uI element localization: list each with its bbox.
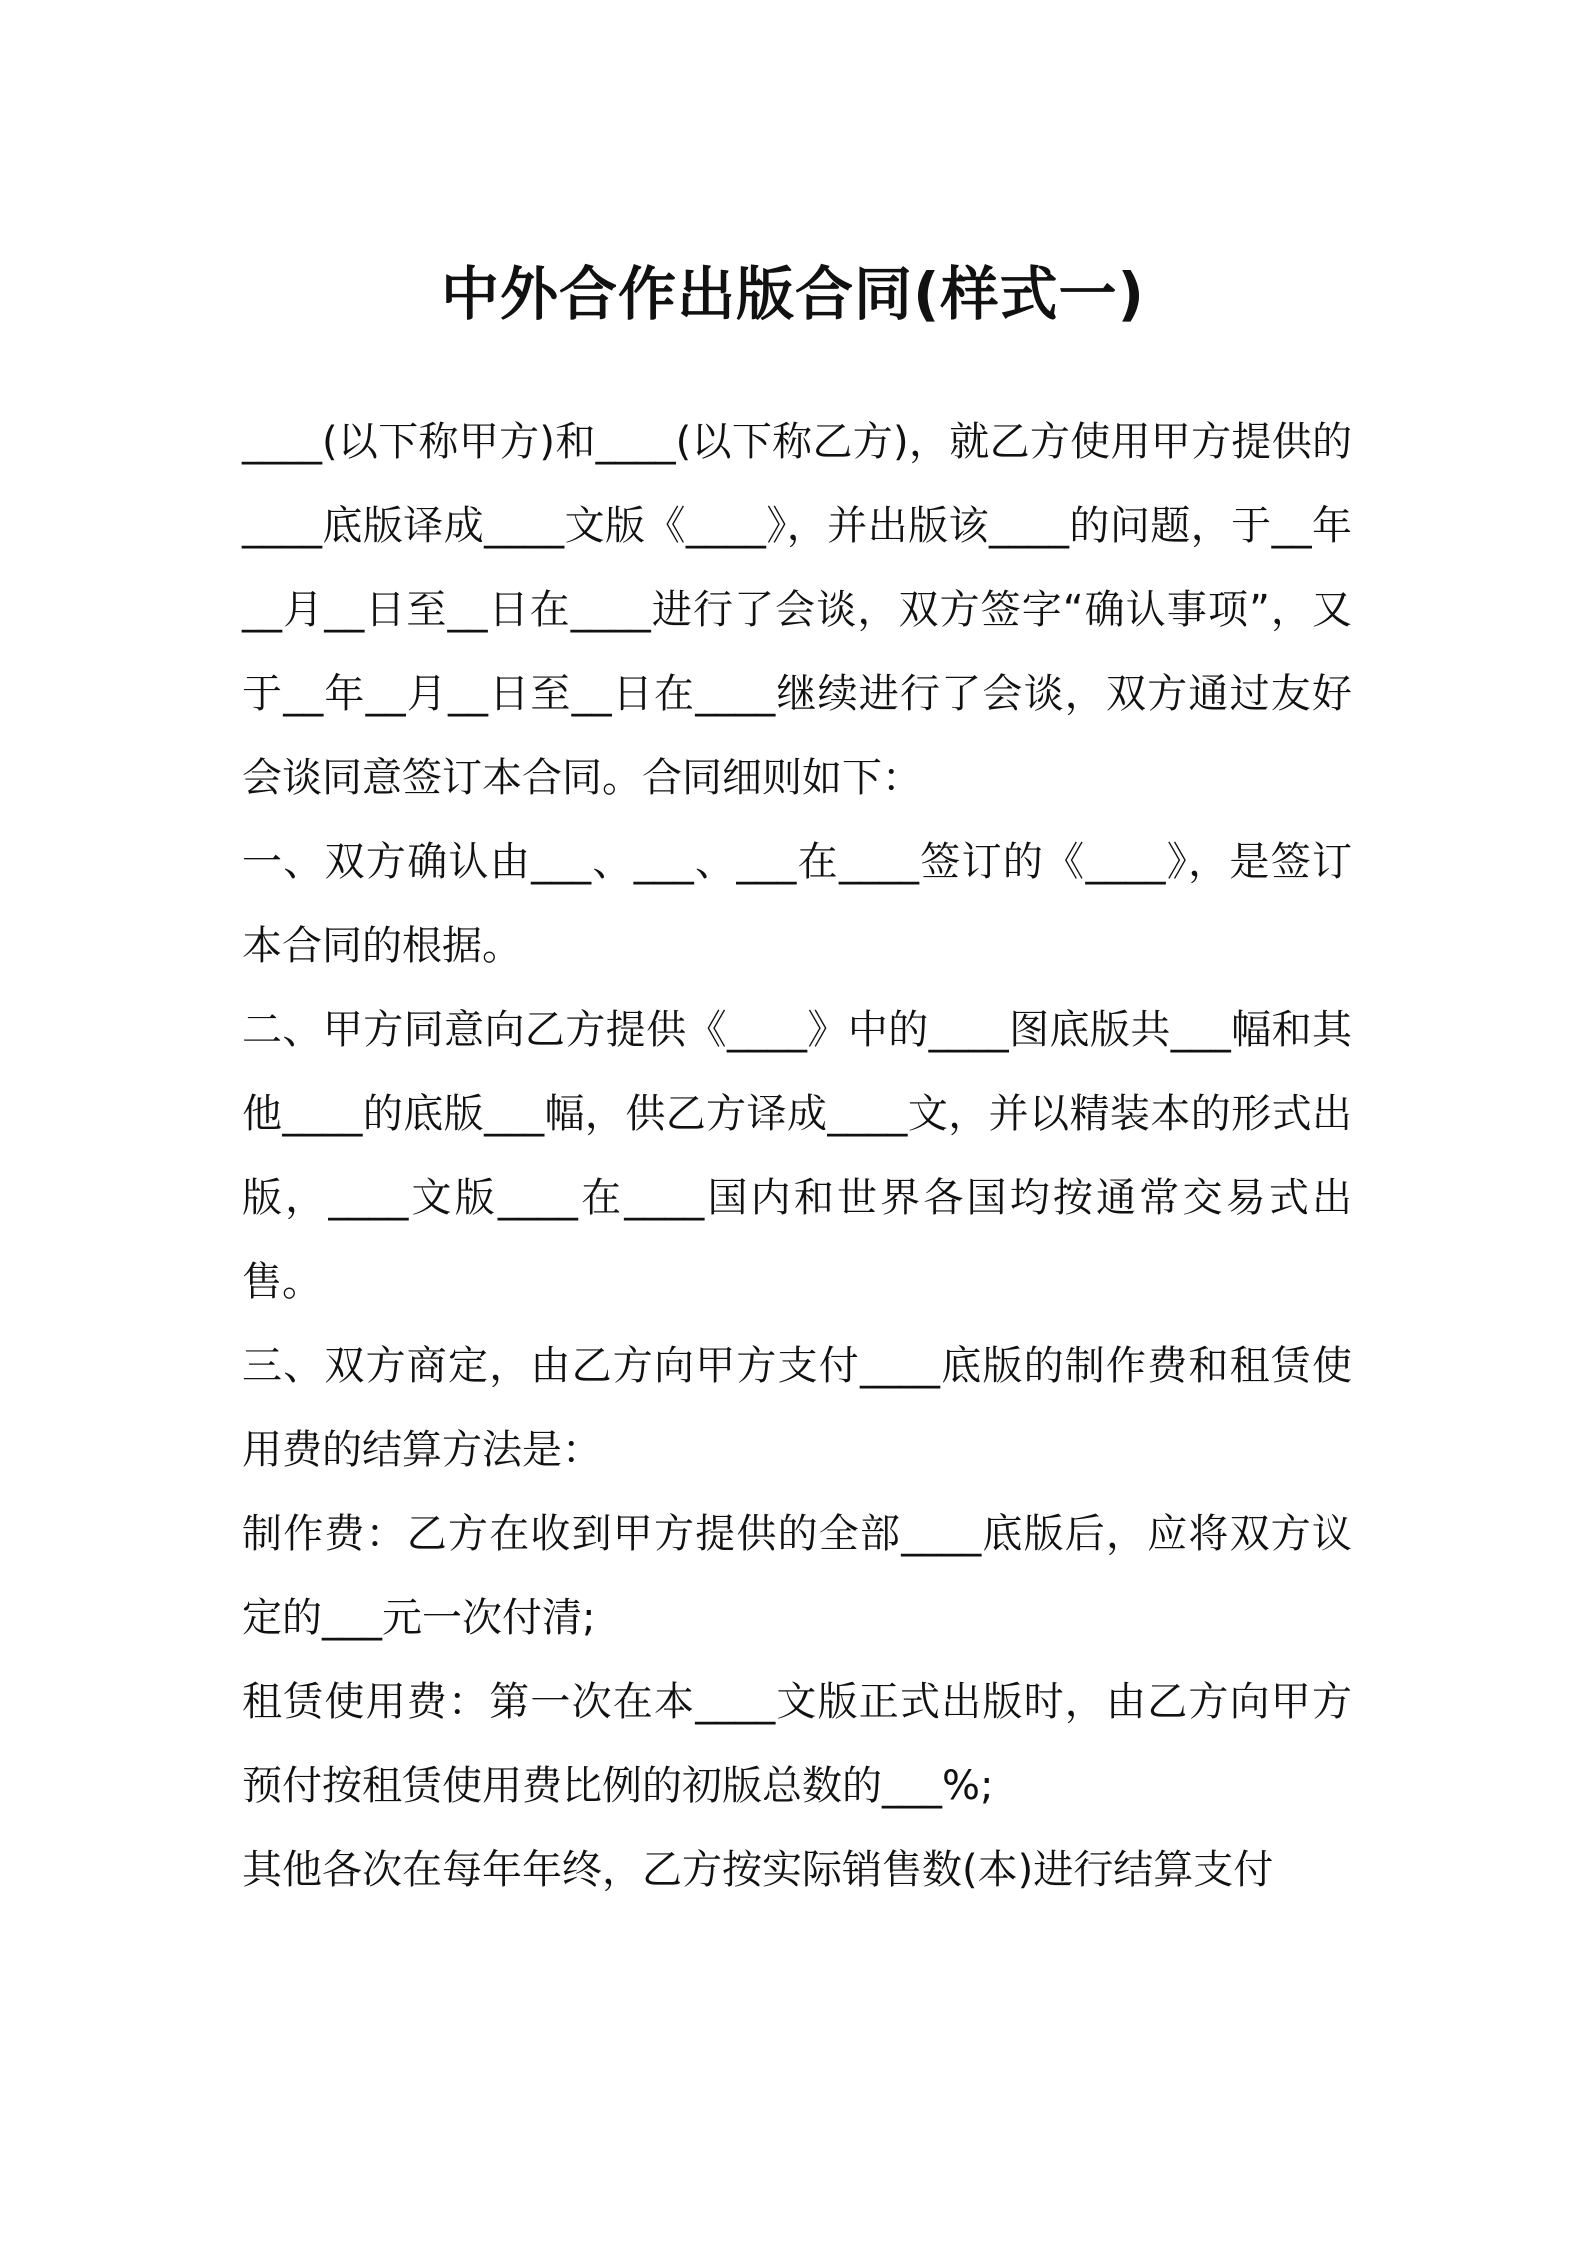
rental-fee-paragraph: 租赁使用费：第一次在本____文版正式出版时，由乙方向甲方预付按租赁使用费比例的初版总数的___%; xyxy=(242,1679,1352,1809)
clause-2-paragraph: 二、甲方同意向乙方提供《____》中的____图底版共___幅和其他____的底版___幅，供乙方译成____文，并以精装本的形式出版，____文版____在____国内和世界各国均按通常交易式出售。 xyxy=(242,1007,1352,1305)
annual-settlement-paragraph: 其他各次在每年年终，乙方按实际销售数(本)进行结算支付 xyxy=(242,1847,1274,1893)
document-title: 中外合作出版合同(样式一) xyxy=(440,260,1146,328)
intro-paragraph: ____(以下称甲方)和____(以下称乙方)，就乙方使用甲方提供的____底版译成____文版《____》，并出版该____的问题，于__年__月__日至__日在____进行了会谈，双方签字“确认事项”，又于__年__月__日至__日在____继续进行了会谈，双方通过友好会谈同意签订本合同。合同细则如下： xyxy=(242,419,1352,801)
clause-3-paragraph: 三、双方商定，由乙方向甲方支付____底版的制作费和租赁使用费的结算方法是： xyxy=(242,1343,1352,1473)
production-fee-paragraph: 制作费：乙方在收到甲方提供的全部____底版后，应将双方议定的___元一次付清; xyxy=(242,1511,1352,1641)
document-body xyxy=(242,400,1352,1912)
clause-1-paragraph: 一、双方确认由___、___、___在____签订的《____》，是签订本合同的根据。 xyxy=(242,839,1352,969)
